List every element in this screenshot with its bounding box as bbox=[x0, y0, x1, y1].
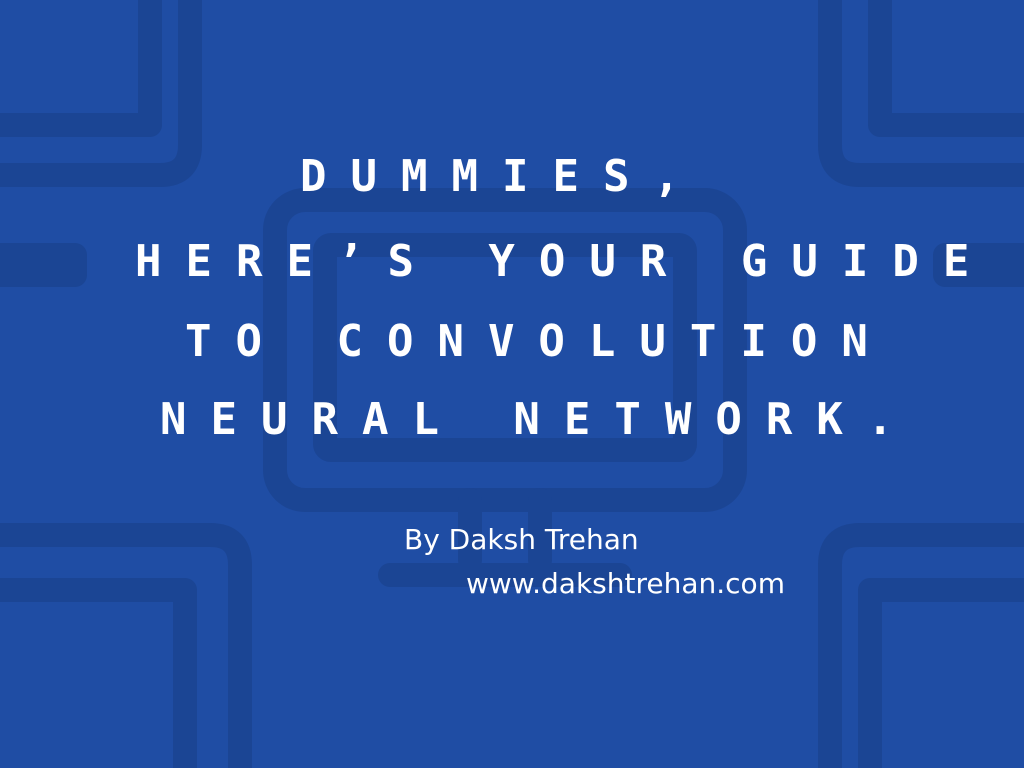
website-url[interactable]: www.dakshtrehan.com bbox=[466, 567, 785, 600]
title-line-4: NEURAL NETWORK. bbox=[160, 394, 918, 445]
author-byline: By Daksh Trehan bbox=[404, 523, 639, 556]
title-line-2: HERE’S YOUR GUIDE bbox=[135, 236, 994, 287]
title-line-3: TO CONVOLUTION bbox=[185, 316, 892, 367]
title-line-1: DUMMIES, bbox=[300, 151, 704, 202]
